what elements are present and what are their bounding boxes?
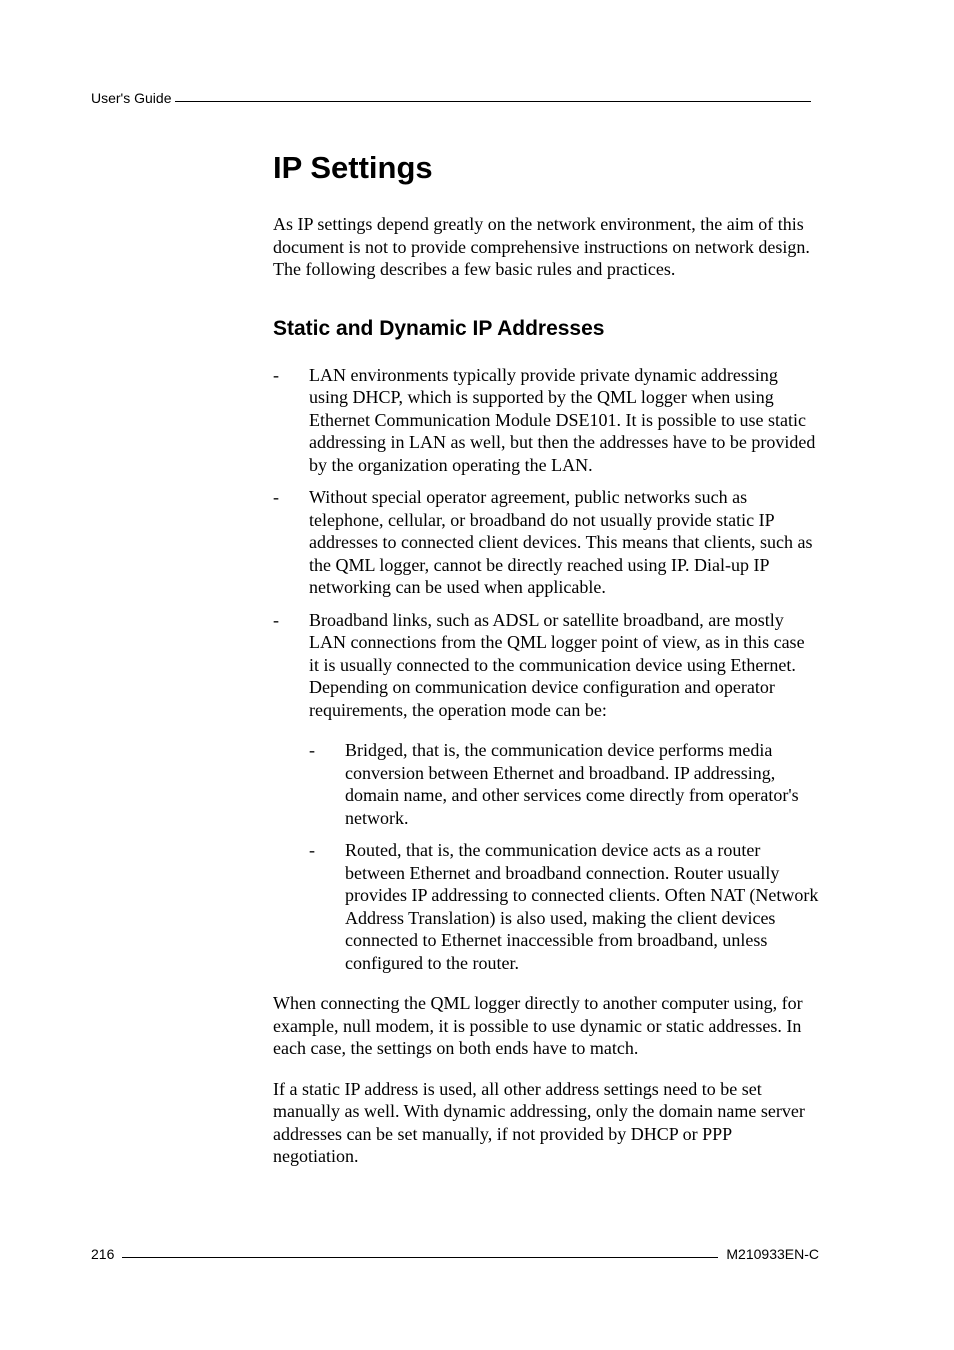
intro-paragraph: As IP settings depend greatly on the network environment, the aim of this document is not to provide comprehensive instructions on network design. The following describes a few basic rules and practices. [273,214,810,279]
list-item [273,486,819,599]
list-item-text: LAN environments typically provide private dynamic addressing using DHCP, which is supported by the QML logger when using Ethernet Communication Module DSE101. It is possible to use static addressing in LAN as well, but then the addresses have to be provided by the organization operating the LAN. [309,364,816,475]
bullet-dash: - [273,609,279,630]
list-item [273,364,819,477]
sub-list-item [309,839,819,974]
sub-list-item-text: Routed, that is, the communication device acts as a router between Ethernet and broadband connection. Router usually provides IP addressing to connected clients. Often NAT (Network Address Translation) is also used, making the client devices connected to Ethernet inaccessible from broadband, unless configured to the router. [345,840,819,973]
body-paragraph: If a static IP address is used, all other address settings need to be set manually as well. With dynamic addressing, only the domain name server addresses can be set manually, if not provided by DHCP or PPP negotiation. [273,1078,805,1166]
bullet-dash: - [273,487,279,507]
sub-list-item [309,739,819,829]
section-heading: Static and Dynamic IP Addresses [273,316,605,340]
list-item-text: Broadband links, such as ADSL or satellite broadband, are mostly LAN connections from the QML logger point of view, as in this case it is usually connected to the communication device using Ethernet. Depending on communication device configuration and operator requirements, the operation mode can be: [309,609,805,720]
page-header [91,86,811,106]
page-title: IP Settings [273,150,433,185]
footer-rule [122,1257,718,1258]
list-item [273,609,819,975]
sub-list-item-text: Bridged, that is, the communication device performs media conversion between Ethernet and broadband. IP addressing, domain name, and other services come directly from operator's network. [345,740,799,828]
document-code: M210933EN-C [726,1246,819,1262]
page-footer [91,1242,819,1262]
body-paragraph: When connecting the QML logger directly to another computer using, for example, null modem, it is possible to use dynamic or static addresses. In each case, the settings on both ends have to match. [273,993,803,1058]
bullet-dash: - [309,840,315,860]
main-content [273,148,819,1186]
list-item-text: Without special operator agreement, public networks such as telephone, cellular, or broadband do not usually provide static IP addresses to connected client devices. This means that clients, such as the QML logger, cannot be directly reached using IP. Dial-up IP networking can be used when applicable. [309,487,813,597]
address-list [273,364,819,975]
header-title: User's Guide [91,90,172,106]
bullet-dash: - [273,364,279,385]
operation-mode-list [309,739,819,974]
header-rule [175,101,811,102]
page-number: 216 [91,1246,115,1262]
bullet-dash: - [309,740,315,760]
